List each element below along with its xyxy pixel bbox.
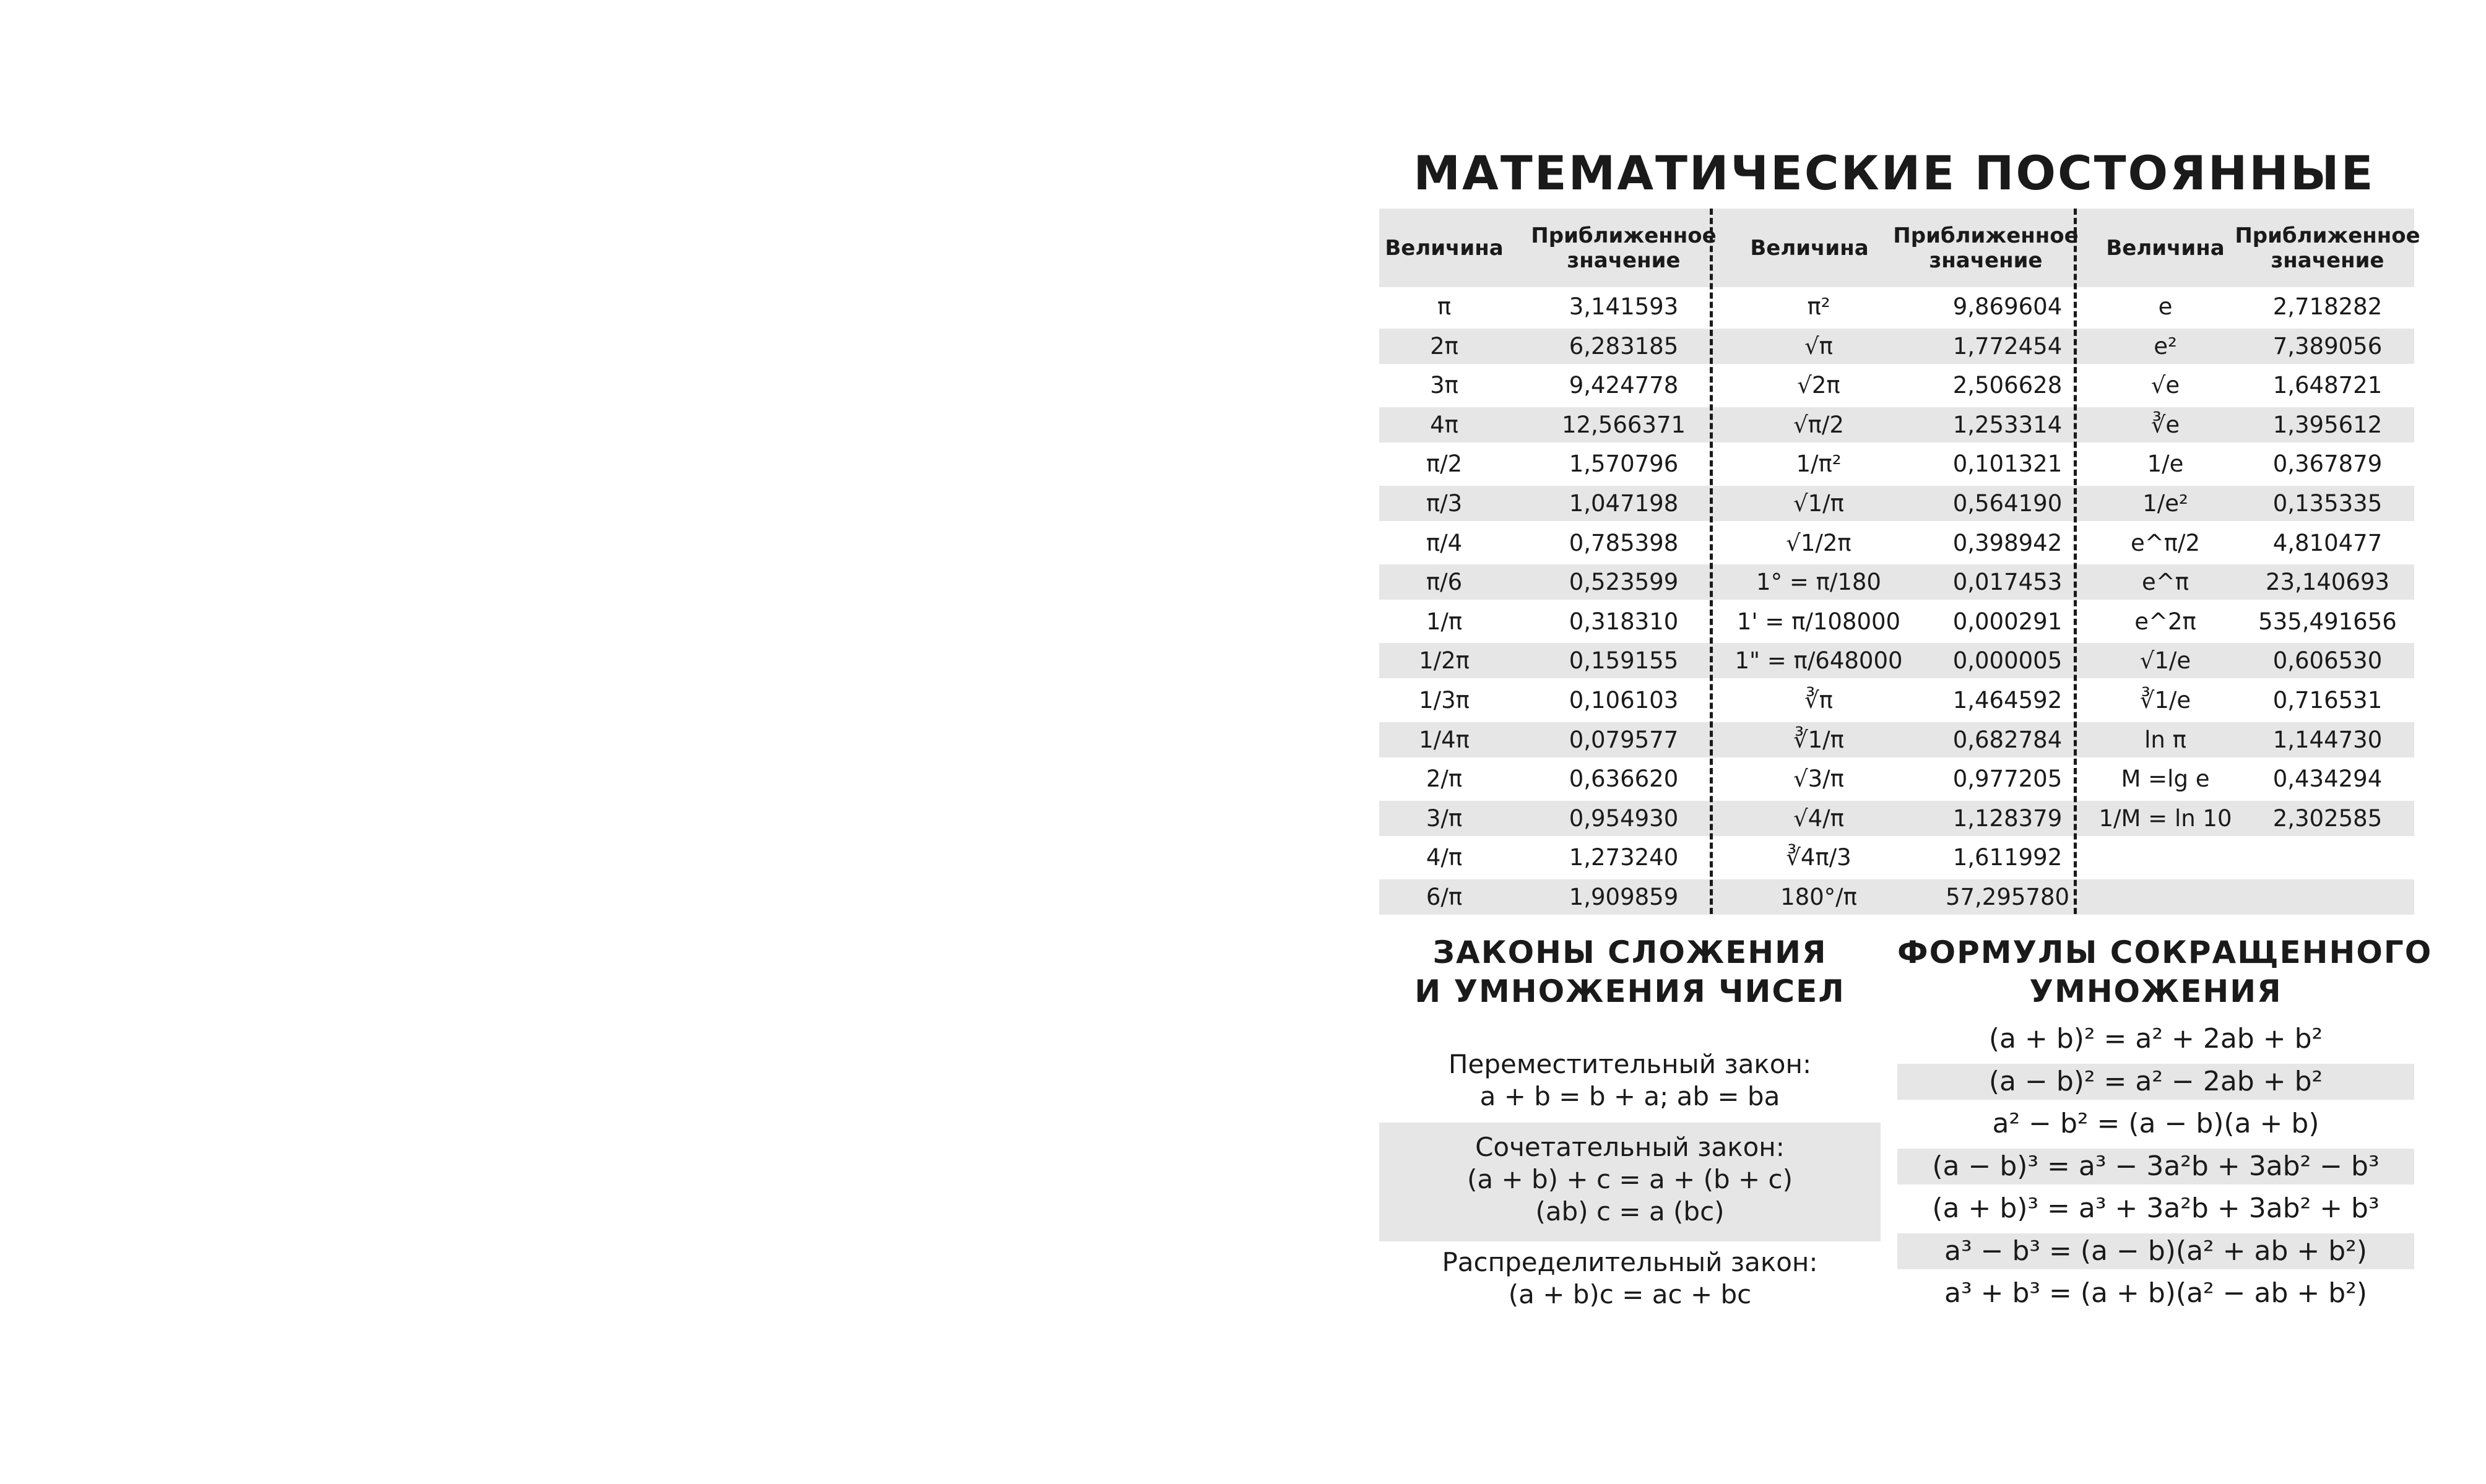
header-approx-value: Приближенное значение xyxy=(1893,223,2079,273)
cell-quantity: ∛e xyxy=(2150,411,2180,438)
cell-quantity: M =lg e xyxy=(2121,766,2210,793)
header-approx-value: Приближенное значение xyxy=(2235,223,2420,273)
cell-quantity: √2π xyxy=(1797,372,1840,399)
cell-approx-value: 0,954930 xyxy=(1569,805,1679,832)
cell-quantity: π/3 xyxy=(1426,490,1463,517)
cell-approx-value: 0,101321 xyxy=(1952,451,2063,478)
cell-quantity: 6/π xyxy=(1426,884,1463,910)
cell-approx-value: 1,464592 xyxy=(1952,687,2063,714)
cell-approx-value: 0,135335 xyxy=(2272,490,2383,517)
cell-quantity: √1/2π xyxy=(1786,529,1852,556)
cell-approx-value: 535,491656 xyxy=(2258,608,2397,635)
formula-item: a² − b² = (a − b)(a + b) xyxy=(1992,1108,2319,1139)
cell-approx-value: 0,434294 xyxy=(2272,766,2383,793)
cell-approx-value: 1,772454 xyxy=(1952,332,2063,360)
cell-approx-value: 1,570796 xyxy=(1569,451,1679,478)
cell-approx-value: 4,810477 xyxy=(2272,529,2383,556)
cell-quantity: 1/2π xyxy=(1419,647,1470,675)
cell-quantity: √4/π xyxy=(1793,805,1844,832)
cell-approx-value: 1,128379 xyxy=(1952,805,2063,832)
cell-quantity: √π/2 xyxy=(1793,411,1844,438)
formula-item: (a + b)² = a² + 2ab + b² xyxy=(1988,1023,2323,1055)
cell-approx-value: 1,909859 xyxy=(1569,884,1679,910)
associative-law-formula-sum: (a + b) + c = a + (b + c) xyxy=(1467,1164,1793,1194)
laws-title-line-2: И УМНОЖЕНИЯ ЧИСЕЛ xyxy=(1414,973,1845,1009)
cell-quantity: √1/e xyxy=(2139,647,2191,675)
distributive-law-formula: (a + b)c = ac + bc xyxy=(1508,1279,1752,1309)
cell-approx-value: 1,144730 xyxy=(2272,726,2383,753)
cell-approx-value: 0,523599 xyxy=(1569,569,1679,596)
cell-approx-value: 0,106103 xyxy=(1569,687,1679,714)
cell-quantity: 3/π xyxy=(1426,805,1463,832)
cell-quantity: ∛π xyxy=(1804,687,1833,714)
cell-approx-value: 0,079577 xyxy=(1569,726,1679,753)
cell-quantity: e xyxy=(2158,293,2173,320)
cell-quantity: √π xyxy=(1804,332,1833,360)
cell-quantity: π/2 xyxy=(1426,451,1463,478)
cell-approx-value: 0,000291 xyxy=(1952,608,2063,635)
cell-quantity: e^π xyxy=(2141,569,2189,596)
cell-approx-value: 9,424778 xyxy=(1569,372,1679,399)
cell-approx-value: 2,302585 xyxy=(2272,805,2383,832)
cell-approx-value: 0,318310 xyxy=(1569,608,1679,635)
page-title: МАТЕМАТИЧЕСКИЕ ПОСТОЯННЫЕ xyxy=(1413,145,2375,201)
cell-approx-value: 9,869604 xyxy=(1952,293,2063,320)
cell-approx-value: 0,636620 xyxy=(1569,766,1679,793)
cell-approx-value: 0,977205 xyxy=(1952,766,2063,793)
cell-quantity: √1/π xyxy=(1793,490,1844,517)
cell-quantity: e^π/2 xyxy=(2130,529,2201,556)
cell-approx-value: 6,283185 xyxy=(1569,332,1679,360)
formula-item: (a − b)² = a² − 2ab + b² xyxy=(1897,1064,2414,1100)
header-quantity: Величина xyxy=(1750,235,1869,261)
commutative-law-heading: Переместительный закон: xyxy=(1448,1049,1812,1079)
associative-law-heading: Сочетательный закон: xyxy=(1475,1132,1785,1162)
cell-approx-value: 1,611992 xyxy=(1952,844,2063,871)
distributive-law-heading: Распределительный закон: xyxy=(1442,1247,1818,1277)
cell-quantity: 1/e² xyxy=(2142,490,2188,517)
cell-approx-value: 0,785398 xyxy=(1569,529,1679,556)
cell-approx-value: 0,564190 xyxy=(1952,490,2063,517)
cell-approx-value: 0,606530 xyxy=(2272,647,2383,675)
cell-quantity: e^2π xyxy=(2134,608,2196,635)
cell-quantity: 4π xyxy=(1430,411,1458,438)
cell-quantity: 1/π xyxy=(1426,608,1463,635)
cell-quantity: 180°/π xyxy=(1780,884,1857,910)
header-quantity: Величина xyxy=(1385,235,1504,261)
cell-quantity: 1" = π/648000 xyxy=(1735,647,1903,675)
cell-quantity: 4/π xyxy=(1426,844,1463,871)
cell-approx-value: 2,718282 xyxy=(2272,293,2383,320)
cell-approx-value: 0,716531 xyxy=(2272,687,2383,714)
cell-quantity: 1/M = ln 10 xyxy=(2098,805,2232,832)
cell-approx-value: 0,000005 xyxy=(1952,647,2063,675)
cell-quantity: ∛1/π xyxy=(1793,726,1844,753)
cell-quantity xyxy=(2091,838,2240,877)
cell-approx-value: 0,017453 xyxy=(1952,569,2063,596)
formula-item: a³ + b³ = (a + b)(a² − ab + b²) xyxy=(1944,1277,2367,1309)
formula-item: (a − b)³ = a³ − 3a²b + 3ab² − b³ xyxy=(1897,1149,2414,1184)
cell-approx-value: 1,648721 xyxy=(2272,372,2383,399)
commutative-law-formula: a + b = b + a; ab = ba xyxy=(1479,1081,1780,1111)
cell-quantity xyxy=(2091,878,2240,917)
cell-quantity: 3π xyxy=(1430,372,1458,399)
cell-quantity: π² xyxy=(1807,293,1830,320)
cell-quantity: √e xyxy=(2150,372,2180,399)
cell-quantity: 2π xyxy=(1430,332,1458,360)
group-divider xyxy=(2074,209,2077,914)
distributive-law-block xyxy=(1379,1246,1881,1314)
cell-approx-value: 57,295780 xyxy=(1945,884,2070,910)
header-quantity: Величина xyxy=(2106,235,2225,261)
cell-approx-value: 1,253314 xyxy=(1952,411,2063,438)
cell-approx-value: 12,566371 xyxy=(1561,411,1686,438)
cell-quantity: ∛4π/3 xyxy=(1786,844,1852,871)
cell-approx-value: 7,389056 xyxy=(2272,332,2383,360)
cell-quantity: 1° = π/180 xyxy=(1756,569,1881,596)
cell-quantity: 1' = π/108000 xyxy=(1736,608,1901,635)
cell-approx-value xyxy=(2241,838,2414,877)
cell-approx-value: 1,047198 xyxy=(1569,490,1679,517)
formulas-title-line-1: ФОРМУЛЫ СОКРАЩЕННОГО xyxy=(1897,934,2433,970)
formulas-title-line-2: УМНОЖЕНИЯ xyxy=(2029,973,2282,1009)
cell-quantity: 1/4π xyxy=(1419,726,1470,753)
constants-table xyxy=(1379,209,2420,917)
formula-item: a³ − b³ = (a − b)(a² + ab + b²) xyxy=(1897,1233,2414,1269)
cell-quantity: π/4 xyxy=(1426,529,1463,556)
group-divider xyxy=(1710,209,1713,914)
cell-approx-value: 3,141593 xyxy=(1569,293,1679,320)
cell-approx-value: 1,273240 xyxy=(1569,844,1679,871)
cell-approx-value: 0,159155 xyxy=(1569,647,1679,675)
cell-approx-value xyxy=(2241,878,2414,917)
cell-quantity: 1/3π xyxy=(1419,687,1470,714)
cell-quantity: 2/π xyxy=(1426,766,1463,793)
cell-approx-value: 1,395612 xyxy=(2272,411,2383,438)
cell-quantity: 1/e xyxy=(2147,451,2184,478)
formula-item: (a + b)³ = a³ + 3a²b + 3ab² + b³ xyxy=(1932,1193,2380,1224)
cell-quantity: ∛1/e xyxy=(2139,687,2191,714)
cell-approx-value: 2,506628 xyxy=(1952,372,2063,399)
cell-approx-value: 0,682784 xyxy=(1952,726,2063,753)
cell-quantity: ln π xyxy=(2144,726,2186,753)
cell-quantity: e² xyxy=(2154,332,2177,360)
laws-title-line-1: ЗАКОНЫ СЛОЖЕНИЯ xyxy=(1432,934,1827,970)
cell-quantity: √3/π xyxy=(1793,766,1844,793)
cell-approx-value: 0,398942 xyxy=(1952,529,2063,556)
cell-approx-value: 23,140693 xyxy=(2265,569,2390,596)
cell-quantity: 1/π² xyxy=(1796,451,1842,478)
cell-quantity: π/6 xyxy=(1426,569,1463,596)
cell-quantity: π xyxy=(1437,293,1452,320)
header-approx-value: Приближенное значение xyxy=(1531,223,1717,273)
commutative-law-block xyxy=(1379,1048,1881,1116)
associative-law-block xyxy=(1379,1123,1881,1241)
cell-approx-value: 0,367879 xyxy=(2272,451,2383,478)
associative-law-formula-product: (ab) c = a (bc) xyxy=(1535,1196,1725,1227)
